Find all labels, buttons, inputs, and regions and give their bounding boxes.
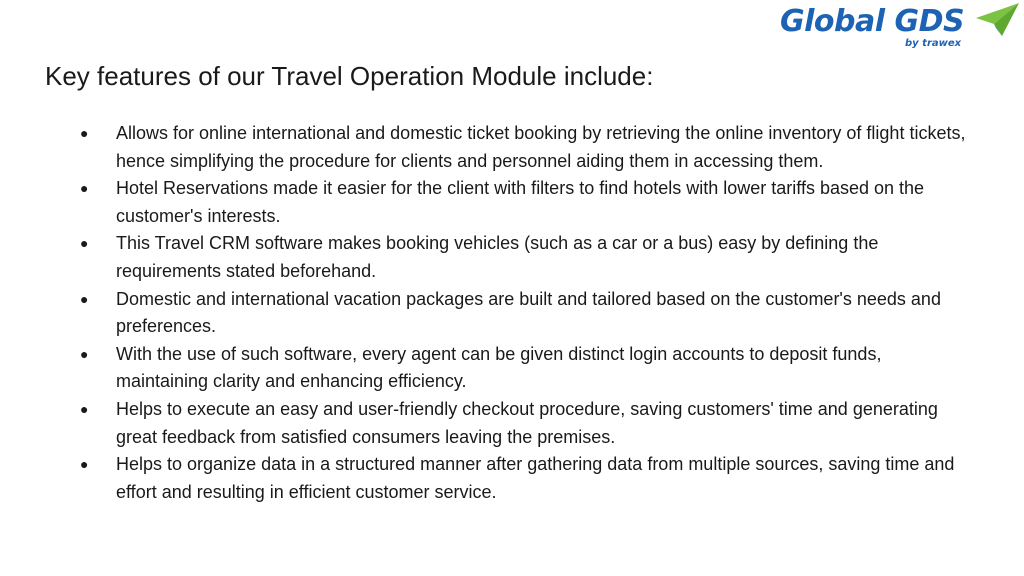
page-title: Key features of our Travel Operation Module include: — [45, 61, 654, 91]
bullet-icon: ● — [80, 235, 89, 252]
feature-item — [0, 175, 976, 230]
feature-item — [0, 451, 976, 506]
global-gds-logo — [780, 2, 1020, 52]
bullet-icon: ● — [80, 180, 89, 197]
logo-subtitle: by trawex — [905, 38, 962, 49]
feature-text: Helps to execute an easy and user-friendly checkout procedure, saving customers' time and generating great feedback from satisfied consumers leaving the premises. — [116, 398, 938, 447]
feature-text: This Travel CRM software makes booking vehicles (such as a car or a bus) easy by defining the requirements stated beforehand. — [116, 233, 879, 281]
paper-plane-icon — [974, 2, 1020, 38]
logo-word-global: Global — [780, 4, 885, 39]
feature-list — [0, 120, 1024, 506]
feature-item — [0, 286, 976, 341]
feature-item — [0, 396, 976, 451]
feature-text: Helps to organize data in a structured manner after gathering data from multiple sources, saving time and effort and resulting in efficient customer service. — [116, 454, 955, 502]
bullet-icon: ● — [80, 456, 89, 473]
feature-text: With the use of such software, every agent can be given distinct login accounts to deposit funds, maintaining clarity and enhancing efficiency. — [116, 343, 882, 392]
logo-wordmark — [780, 4, 964, 39]
feature-text: Hotel Reservations made it easier for the client with filters to find hotels with lower tariffs based on the customer's interests. — [116, 178, 925, 226]
feature-text: Allows for online international and domestic ticket booking by retrieving the online inventory of flight tickets, hence simplifying the procedure for clients and personnel aiding them in accessing them. — [116, 123, 966, 171]
feature-item — [0, 120, 976, 175]
bullet-icon: ● — [80, 345, 89, 362]
bullet-icon: ● — [80, 125, 89, 141]
feature-item — [0, 341, 976, 396]
logo-word-gds: GDS — [894, 4, 965, 39]
feature-item — [0, 230, 976, 285]
bullet-icon: ● — [80, 290, 89, 307]
bullet-icon: ● — [80, 400, 89, 417]
feature-text: Domestic and international vacation packages are built and tailored based on the customer's needs and preferences. — [116, 288, 941, 337]
